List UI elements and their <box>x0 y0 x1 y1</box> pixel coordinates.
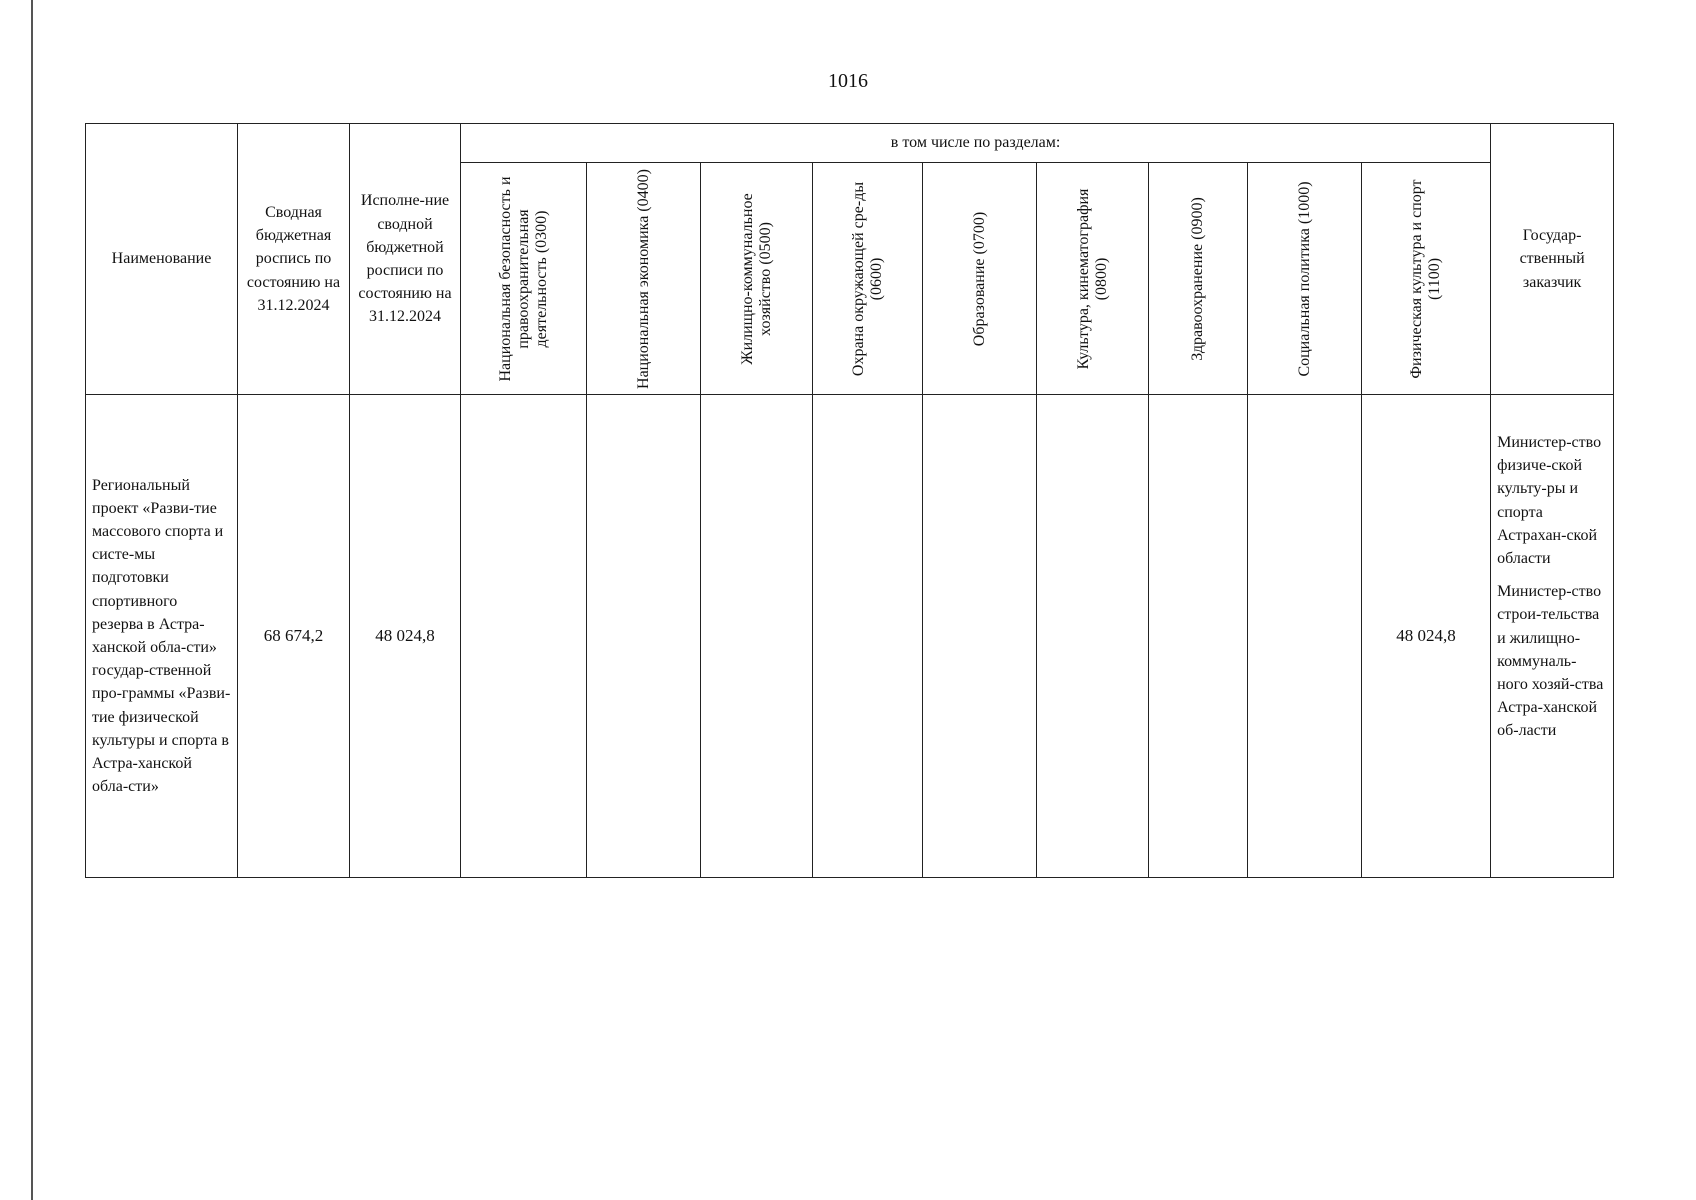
header-section-label: Культура, кинематография (0800) <box>1074 188 1110 369</box>
header-section-0600 <box>813 163 923 395</box>
header-section-label: Охрана окружающей сре-ды (0600) <box>849 181 885 376</box>
row-name-cell: Региональный проект «Разви-тие массового спорта и систе-мы подготовки спортивного резерва в Астра-ханской обла-сти» государ-ственной про-граммы «Разви-тие физической культуры и спорта в Астра-ханской обла-сти» <box>86 395 238 878</box>
header-section-1100 <box>1362 163 1491 395</box>
header-row-1 <box>86 124 1614 163</box>
row-section-0300-cell <box>461 395 587 878</box>
header-section-label: Национальная экономика (0400) <box>634 168 652 389</box>
row-customer-cell <box>1491 395 1614 878</box>
header-section-0800 <box>1037 163 1149 395</box>
header-execution: Исполне-ние сводной бюджетной росписи по состоянию на 31.12.2024 <box>350 124 461 395</box>
header-plan: Сводная бюджетная роспись по состоянию на 31.12.2024 <box>238 124 350 395</box>
header-section-label: Здравоохранение (0900) <box>1189 196 1207 361</box>
table-row <box>86 395 1614 878</box>
row-section-1000-cell <box>1248 395 1362 878</box>
header-section-label: Национальная безопасность и правоохранительная деятельность (0300) <box>496 175 550 382</box>
header-section-label: Образование (0700) <box>970 211 988 346</box>
row-section-0700-cell <box>923 395 1037 878</box>
row-section-0500-cell <box>701 395 813 878</box>
row-section-1100-cell: 48 024,8 <box>1362 395 1491 878</box>
header-section-0400 <box>587 163 701 395</box>
header-name: Наименование <box>86 124 238 395</box>
header-section-1000 <box>1248 163 1362 395</box>
row-section-0400-cell <box>587 395 701 878</box>
header-section-0500 <box>701 163 813 395</box>
page-margin-line <box>31 0 33 1200</box>
header-section-label: Жилищно-коммунальное хозяйство (0500) <box>738 192 774 365</box>
header-section-0300 <box>461 163 587 395</box>
header-customer: Государ-ственный заказчик <box>1491 124 1614 395</box>
row-section-0600-cell <box>813 395 923 878</box>
header-section-label: Физическая культура и спорт (1100) <box>1408 178 1444 379</box>
budget-table <box>85 123 1614 878</box>
header-sections-group: в том числе по разделам: <box>461 124 1491 163</box>
row-section-0900-cell <box>1149 395 1248 878</box>
row-plan-cell: 68 674,2 <box>238 395 350 878</box>
row-execution-cell: 48 024,8 <box>350 395 461 878</box>
header-section-label: Социальная политика (1000) <box>1295 180 1313 377</box>
page-number: 1016 <box>828 70 868 92</box>
header-section-0700 <box>923 163 1037 395</box>
customer-entry: Министер-ство физиче-ской культу-ры и спорта Астрахан-ской области <box>1497 434 1602 567</box>
header-section-0900 <box>1149 163 1248 395</box>
row-section-0800-cell <box>1037 395 1149 878</box>
customer-entry: Министер-ство строи-тельства и жилищно-коммуналь-ного хозяй-ства Астра-ханской об-ласти <box>1497 583 1604 740</box>
